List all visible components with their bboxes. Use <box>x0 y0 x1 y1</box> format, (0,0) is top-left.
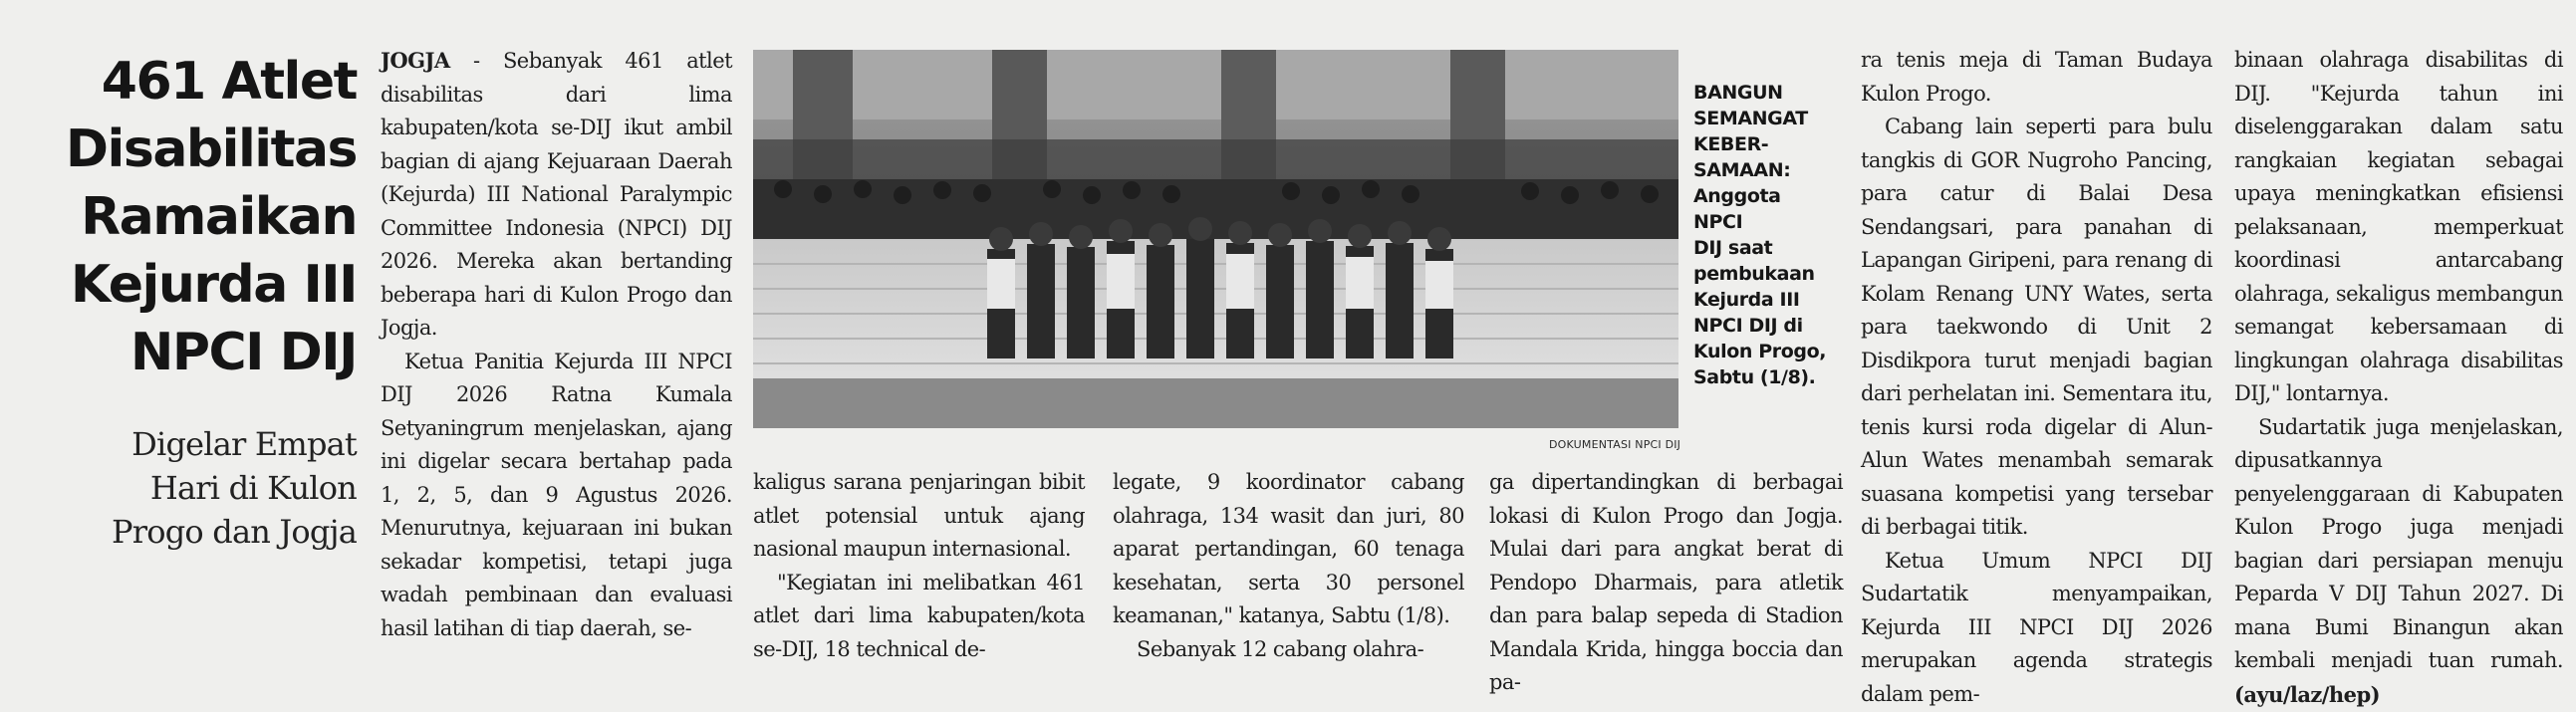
article-paragraph: ga dipertandingkan di berbagai lokasi di Kulon Progo dan Jogja. Mulai dari para angkat berat di Pendopo Dharmais, para atletik dan para balap sepeda di Stadion Mandala Krida, hingga boccia dan pa- <box>1489 466 1843 700</box>
article-paragraph: Ketua Panitia Kejurda III NPCI DIJ 2026 Ratna Kumala Setyaningrum menjelaskan, ajang ini digelar secara bertahap pada 1, 2, 5, dan 9 Agustus 2026. Menurutnya, kejuaraan ini bukan sekadar kompetisi, tetapi juga wadah pembinaan dan evaluasi hasil latihan di tiap daerah, se- <box>381 346 732 646</box>
caption-line: Sabtu (1/8). <box>1693 364 1843 390</box>
subtitle-line: Hari di Kulon <box>28 466 357 510</box>
paragraph-text: - Sebanyak 461 atlet disabilitas dari lima kabupaten/kota se-DIJ ikut ambil bagian di ajang Kejuaraan Daerah (Kejurda) III National Paralympic Committee Indonesia (NPCI) DIJ 2026. Mereka akan bertanding beberapa hari di Kulon Progo dan Jogja. <box>381 49 732 340</box>
article-paragraph: ra tenis meja di Taman Budaya Kulon Progo. <box>1861 44 2212 111</box>
caption-headline <box>1693 80 1843 183</box>
article-paragraph: legate, 9 koordinator cabang olahraga, 134 wasit dan juri, 80 aparat pertandingan, 60 tenaga kesehatan, serta 30 personel keamanan," katanya, Sabtu (1/8). <box>1113 466 1464 633</box>
group-photo-image <box>753 50 1678 428</box>
article-paragraph: Sebanyak 12 cabang olahra- <box>1113 633 1464 667</box>
article-column-3 <box>1113 466 1464 695</box>
caption-line: BANGUN <box>1693 80 1843 106</box>
caption-line: SEMANGAT <box>1693 106 1843 131</box>
article-column-2 <box>753 466 1085 695</box>
caption-line: pembukaan <box>1693 261 1843 287</box>
article-column-4 <box>1489 466 1843 695</box>
photo-caption <box>1693 80 1843 390</box>
article-paragraph <box>2234 411 2563 712</box>
caption-line: NPCI DIJ di <box>1693 313 1843 339</box>
author-credit: (ayu/laz/hep) <box>2234 682 2380 707</box>
caption-line: SAMAAN: <box>1693 157 1843 183</box>
article-paragraph: Cabang lain seperti para bulu tangkis di GOR Nugroho Pancing, para catur di Balai Desa Sendangsari, para panahan di Lapangan Giripeni, para renang di Kolam Renang UNY Wates, serta para taekwondo di Unit 2 Disdikpora turut menjadi bagian dari perhelatan ini. Sementara itu, tenis kursi roda digelar di Alun-Alun Wates menambah semarak suasana kompetisi yang tersebar di berbagai titik. <box>1861 111 2212 545</box>
article-paragraph <box>381 44 732 346</box>
caption-line: Kulon Progo, <box>1693 339 1843 364</box>
subtitle-line: Progo dan Jogja <box>28 510 357 554</box>
article-column-6 <box>2234 44 2563 691</box>
headline-line: Disabilitas <box>28 116 357 183</box>
headline-line: Ramaikan <box>28 183 357 251</box>
caption-line: KEBER- <box>1693 131 1843 157</box>
headline-line: NPCI DIJ <box>28 319 357 386</box>
paragraph-text: Sudartatik juga menjelaskan, dipusatkannya penyelenggaraan di Kabupaten Kulon Progo juga menjadi bagian dari persiapan menuju Peparda V DIJ Tahun 2027. Di mana Bumi Binangun akan kembali menjadi tuan rumah. <box>2234 415 2563 673</box>
event-photo <box>753 50 1678 428</box>
article-column-1 <box>381 44 732 691</box>
headline-line: 461 Atlet <box>28 48 357 116</box>
article-paragraph: kaligus sarana penjaringan bibit atlet potensial untuk ajang nasional maupun internasional. <box>753 466 1085 567</box>
headline-title <box>28 48 357 386</box>
article-column-5 <box>1861 44 2212 691</box>
caption-line: Anggota <box>1693 183 1843 209</box>
dateline: JOGJA <box>381 48 450 73</box>
caption-body <box>1693 183 1843 390</box>
article-paragraph: Ketua Umum NPCI DIJ Sudartatik menyampaikan, Kejurda III NPCI DIJ 2026 merupakan agenda strategis dalam pem- <box>1861 545 2212 712</box>
photo-credit: DOKUMENTASI NPCI DIJ <box>1549 438 1680 451</box>
article-paragraph: "Kegiatan ini melibatkan 461 atlet dari lima kabupaten/kota se-DIJ, 18 technical de- <box>753 567 1085 667</box>
caption-line: Kejurda III <box>1693 287 1843 313</box>
article-paragraph: binaan olahraga disabilitas di DIJ. "Kejurda tahun ini diselenggarakan dalam satu rangkaian kegiatan sebagai upaya meningkatkan efisiensi pelaksanaan, memperkuat koordinasi antarcabang olahraga, sekaligus membangun semangat kebersamaan di lingkungan olahraga disabilitas DIJ," lontarnya. <box>2234 44 2563 411</box>
subtitle-line: Digelar Empat <box>28 422 357 466</box>
caption-line: NPCI <box>1693 209 1843 235</box>
headline-block <box>28 48 357 554</box>
headline-subtitle <box>28 422 357 554</box>
headline-line: Kejurda III <box>28 251 357 319</box>
caption-line: DIJ saat <box>1693 235 1843 261</box>
